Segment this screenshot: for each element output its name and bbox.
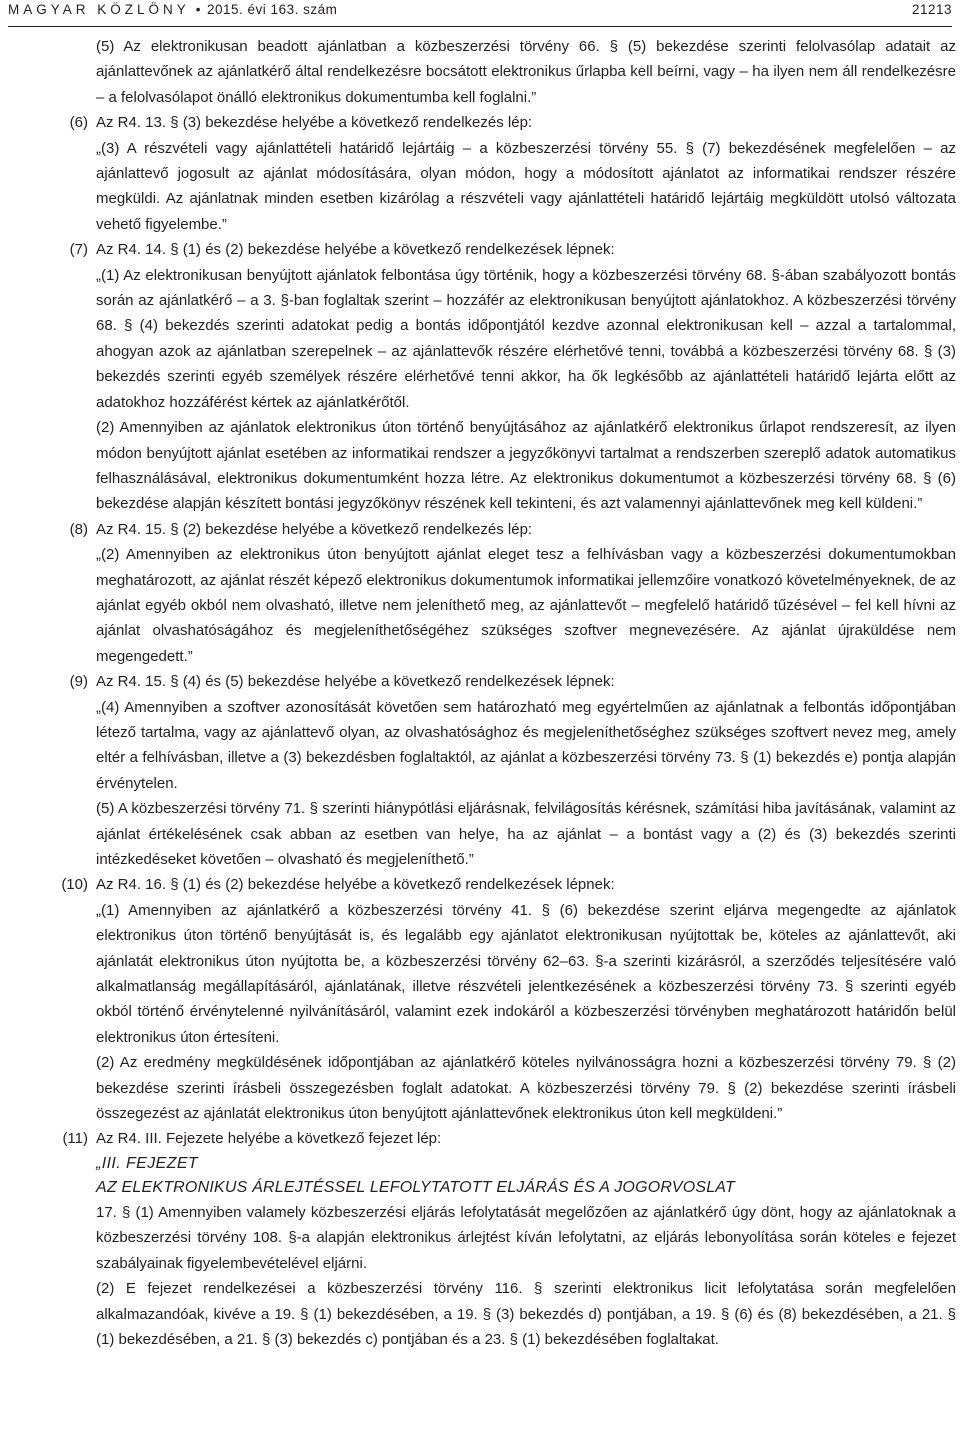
paragraph: [52, 1126, 956, 1352]
paragraph-text: (5) Az elektronikusan beadott ajánlatban a közbeszerzési törvény 66. § (5) bekezdése szerinti felolvasólap adatait az ajánlattevőnek az ajánlatkérő által rendelkezésre bocsátott elektronikus űrlapba kell beírni, vagy – ha ilyen nem áll rendelkezésre – a felolvasólapot önálló elektronikus dokumentumba kell foglalni.”: [96, 38, 956, 106]
amendment-text: „(1) Amennyiben az ajánlatkérő a közbeszerzési törvény 41. § (6) bekezdése szerint eljárva megengedte az ajánlatok elektronikus úton történő benyújtását is, és legalább egy ajánlatot elektronikusan nyújtottak be, köteles az ajánlattevőt, aki ajánlatát elektronikus úton nyújtotta be, a közbeszerzési törvény 62–63. §-a szerinti kizárásról, a szerződés teljesítésére való alkalmatlanság megállapításáról, ajánlatának, illetve részvételi jelentkezésének a közbeszerzési törvény 73. § szerinti egyéb okból történő érvénytelenné nyilvánításáról, valamint ezek indokáról a közbeszerzési törvényben meghatározott határidőn belül elektronikus úton értesíteni.: [96, 901, 956, 1046]
header-bullet: •: [195, 2, 202, 17]
paragraph: [52, 237, 956, 516]
page-header: [8, 0, 952, 27]
paragraph-number: (7): [69, 241, 88, 259]
paragraph-number: (9): [69, 673, 88, 691]
chapter-title: „III. FEJEZET: [96, 1154, 199, 1172]
amendment-text: 17. § (1) Amennyiben valamely közbeszerzési eljárás lefolytatását megelőzően az ajánlatkérő úgy dönt, hogy az ajánlatoknak a közbeszerzési törvény 108. §-a alapján elektronikus árlejtést kíván lefolytatni, az eljárás lebonyolítása során köteles e fejezet szabályainak figyelembevételével eljárni.: [96, 1203, 956, 1272]
paragraph-number: (11): [62, 1130, 88, 1148]
page-number: 21213: [911, 2, 952, 17]
amendment-text: (2) Amennyiben az ajánlatok elektronikus úton történő benyújtásához az ajánlatkérő elektronikus űrlapot rendszeresít, az ilyen módon benyújtott ajánlat esetében az informatikai rendszer a jegyzőkönyvi tartalmat a rendszerben szereplő adatok automatikus felhasználásával, elektronikus dokumentumként hozza létre. Az elektronikus dokumentumot a közbeszerzési törvény 68. § (6) bekezdése alapján készített bontási jegyzőkönyv részének kell tekinteni, és azt valamennyi ajánlattevőnek meg kell küldeni.”: [96, 419, 956, 513]
publication-title: MAGYAR KÖZLÖNY: [8, 2, 190, 17]
paragraph: [52, 34, 956, 110]
paragraph-text: Az R4. 15. § (2) bekezdése helyébe a következő rendelkezés lép:: [96, 520, 533, 538]
paragraph-text: Az R4. 15. § (4) és (5) bekezdése helyébe a következő rendelkezések lépnek:: [96, 673, 615, 691]
paragraph: [52, 110, 956, 237]
amendment-text: „(2) Amennyiben az elektronikus úton benyújtott ajánlat eleget tesz a felhívásban vagy a közbeszerzési dokumentumokban meghatározott, az ajánlat részét képező elektronikus dokumentumok informatikai jellemzőire vonatkozó követelményeknek, de az ajánlat egyéb okból nem olvasható, illetve nem jeleníthető meg, az ajánlattevőt – megfelelő határidő tűzésével – fel kell hívni az ajánlat olvashatóságához és megjeleníthetőségéhez szükséges szoftver megnevezésére. Az ajánlat újraküldése nem megengedett.”: [96, 546, 956, 665]
amendment-text: (5) A közbeszerzési törvény 71. § szerinti hiánypótlási eljárásnak, felvilágosítás kérésnek, számítási hiba javításának, valamint az ajánlat értékelésének csak abban az esetben van helye, ha az ajánlat – a bontást vagy a (2) és (3) bekezdés szerinti intézkedéseket követően – olvasható és megjeleníthető.”: [96, 800, 956, 868]
publication-line: [8, 2, 337, 17]
paragraph-number: (10): [61, 876, 88, 894]
amendment-text: „(3) A részvételi vagy ajánlattételi határidő lejártáig – a közbeszerzési törvény 55. § (7) bekezdésének megfelelően – az ajánlattevő jogosult az ajánlat módosítására, olyan módon, hogy a módosított ajánlatot az informatikai rendszer részére megküldi. Az ajánlatnak minden esetben kizárólag a részvételi vagy ajánlattételi határidő lejártáig megküldött utolsó változata vehető figyelembe.”: [96, 139, 956, 233]
amendment-text: „(4) Amennyiben a szoftver azonosítását követően sem határozható meg egyértelműen az ajánlatnak a felbontás időpontjában létező tartalma, vagy az ajánlattevő olyan, az olvashatósághoz és megjeleníthetőséghez szükséges szoftvert nevez meg, amely eltér a felhívásban, illetve a (3) bekezdésben foglaltaktól, az ajánlat a közbeszerzési törvény 73. § (1) bekezdés e) pontja alapján érvénytelen.: [96, 698, 956, 792]
paragraph-number: (8): [69, 520, 88, 538]
chapter-subtitle: AZ ELEKTRONIKUS ÁRLEJTÉSSEL LEFOLYTATOTT ELJÁRÁS ÉS A JOGORVOSLAT: [96, 1178, 735, 1196]
paragraph-text: Az R4. 13. § (3) bekezdése helyébe a következő rendelkezés lép:: [96, 114, 533, 132]
paragraph: [52, 669, 956, 872]
paragraph-text: Az R4. 16. § (1) és (2) bekezdése helyébe a következő rendelkezések lépnek:: [96, 876, 615, 894]
paragraph-text: Az R4. 14. § (1) és (2) bekezdése helyébe a következő rendelkezések lépnek:: [96, 241, 615, 259]
amendment-text: (2) Az eredmény megküldésének időpontjában az ajánlatkérő köteles nyilvánosságra hozni a közbeszerzési törvény 79. § (2) bekezdése szerinti írásbeli összegezésben foglalt adatokat. A közbeszerzési törvény 79. § (2) bekezdése szerinti írásbeli összegezést az ajánlatát elektronikus úton benyújtott ajánlattevőnek elektronikus úton kell megküldeni.”: [96, 1054, 956, 1123]
paragraph-text: Az R4. III. Fejezete helyébe a következő fejezet lép:: [96, 1130, 442, 1148]
paragraph-number: (6): [69, 114, 88, 132]
issue-label: 2015. évi 163. szám: [207, 2, 338, 17]
paragraph: [52, 872, 956, 1126]
document-body: [52, 34, 956, 1352]
amendment-text: „(1) Az elektronikusan benyújtott ajánlatok felbontása úgy történik, hogy a közbeszerzési törvény 68. §-ában szabályozott bontás során az ajánlatkérő – a 3. §-ban foglaltak szerint – hozzáfér az elektronikusan benyújtott ajánlatokhoz. A közbeszerzési törvény 68. § (4) bekezdés szerinti adatokat pedig a bontás időpontjától kezdve azonnal elektronikusan kell – azzal a tartalommal, ahogyan azok az ajánlatban szerepelnek – az ajánlattevők részére elérhetővé tenni, továbbá a közbeszerzési törvény 68. § (3) bekezdés szerinti egyéb személyek részére elérhetővé tenni akkor, ha ők legkésőbb az ajánlattételi határidő lejárta előtt az adatokhoz hozzáférést kértek az ajánlatkérőtől.: [96, 266, 956, 411]
paragraph: [52, 517, 956, 669]
amendment-text: (2) E fejezet rendelkezései a közbeszerzési törvény 116. § szerinti elektronikus licit lefolytatása során megfelelően alkalmazandóak, kivéve a 19. § (1) bekezdésében, a 19. § (3) bekezdés d) pontjában, a 19. § (6) és (8) bekezdésében, a 21. § (1) bekezdésében, a 21. § (3) bekezdés c) pontjában és a 23. § (1) bekezdésében foglaltakat.: [96, 1280, 956, 1348]
